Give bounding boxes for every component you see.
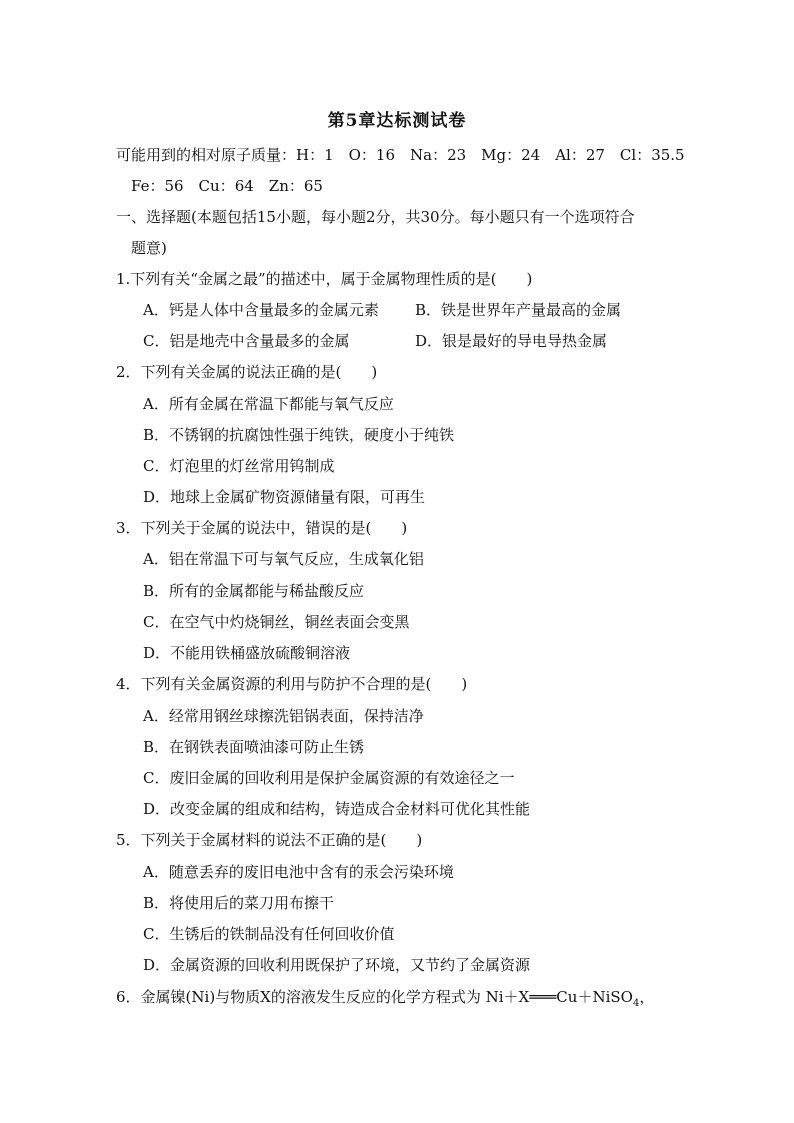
- question-3-option-c: C．在空气中灼烧铜丝，铜丝表面会变黑: [143, 613, 410, 631]
- question-6-stem: [116, 987, 654, 1014]
- question-6-subscript: 4: [632, 998, 640, 1009]
- question-1-option-a: A．钙是人体中含量最多的金属元素: [143, 301, 379, 319]
- question-5-option-b: B．将使用后的菜刀用布擦干: [143, 894, 335, 912]
- question-4-option-d: D．改变金属的组成和结构，铸造成合金材料可优化其性能: [143, 800, 531, 818]
- question-2-option-b: B．不锈钢的抗腐蚀性强于纯铁，硬度小于纯铁: [143, 426, 455, 444]
- question-2-option-a: A．所有金属在常温下都能与氧气反应: [143, 395, 394, 413]
- question-2-option-c: C．灯泡里的灯丝常用钨制成: [143, 457, 335, 475]
- question-2-option-d: D．地球上金属矿物资源储量有限，可再生: [143, 488, 426, 506]
- question-4-option-b: B．在钢铁表面喷油漆可防止生锈: [143, 738, 365, 756]
- question-3-option-a: A．铝在常温下可与氧气反应，生成氧化铝: [143, 550, 424, 568]
- question-5-option-a: A．随意丢弃的废旧电池中含有的汞会污染环境: [143, 863, 454, 881]
- question-5-option-c: C．生锈后的铁制品没有任何回收价值: [143, 925, 395, 943]
- atomic-masses-line-2: Fe：56 Cu：64 Zn：65: [131, 177, 323, 195]
- section-heading-line-1: 一、选择题(本题包括15小题，每小题2分，共30分。每小题只有一个选项符合: [116, 208, 635, 226]
- question-6-stem-main: 6．金属镍(Ni)与物质X的溶液发生反应的化学方程式为 Ni＋X═══Cu＋NiSO: [116, 988, 633, 1006]
- question-3-stem: 3．下列关于金属的说法中，错误的是( ): [116, 519, 408, 537]
- question-1-stem: 1.下列有关“金属之最”的描述中，属于金属物理性质的是( ): [116, 270, 533, 288]
- question-1-option-b: B．铁是世界年产量最高的金属: [415, 301, 622, 319]
- question-5-option-d: D．金属资源的回收利用既保护了环境，又节约了金属资源: [143, 956, 531, 974]
- question-4-stem: 4．下列有关金属资源的利用与防护不合理的是( ): [116, 675, 468, 693]
- question-2-stem: 2．下列有关金属的说法正确的是( ): [116, 363, 378, 381]
- page-title: 第5章达标测试卷: [327, 111, 467, 131]
- atomic-masses-line-1: 可能用到的相对原子质量：H：1 O：16 Na：23 Mg：24 Al：27 Cl：35.5: [116, 146, 685, 164]
- question-4-option-c: C．废旧金属的回收利用是保护金属资源的有效途径之一: [143, 769, 515, 787]
- section-heading-line-2: 题意): [131, 239, 167, 257]
- question-1-option-c: C．铝是地壳中含量最多的金属: [143, 332, 350, 350]
- question-3-option-b: B．所有的金属都能与稀盐酸反应: [143, 582, 365, 600]
- question-3-option-d: D．不能用铁桶盛放硫酸铜溶液: [143, 644, 351, 662]
- question-4-option-a: A．经常用钢丝球擦洗铝锅表面，保持洁净: [143, 707, 424, 725]
- question-6-stem-tail: ，: [639, 988, 655, 1006]
- question-1-option-d: D．银是最好的导电导热金属: [415, 332, 608, 350]
- question-5-stem: 5．下列关于金属材料的说法不正确的是( ): [116, 831, 423, 849]
